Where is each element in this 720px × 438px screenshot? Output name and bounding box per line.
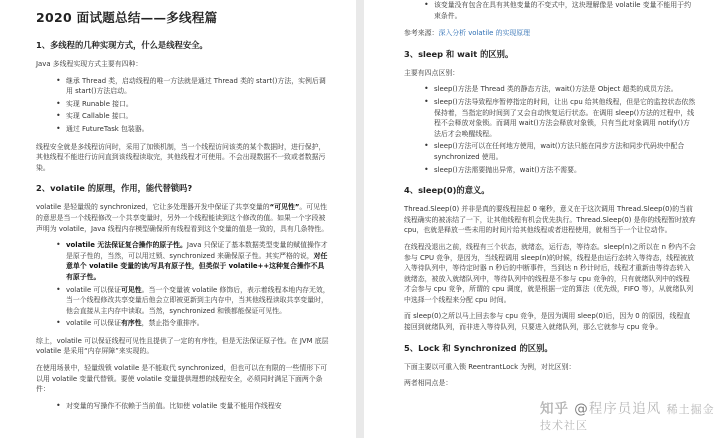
- paragraph: 线程安全就是多线程访问时，采用了加锁机制，当一个线程访问该类的某个数据时，进行保护，其他线程不能进行访问直到该线程读取完，其他线程才可使用。不会出现数据不一致或者数据污染。: [36, 142, 326, 172]
- list-item: • 通过 FutureTask 包装器。: [36, 124, 330, 135]
- bullet-list-implementations: [36, 76, 330, 135]
- list-item: • sleep()方法可以在任何地方使用，wait()方法只能在同步方法和同步代码块中配合 synchronized 使用。: [404, 141, 696, 162]
- text-span: 。当一个变量被 volatile 修饰后，表示着线程本地内存无效，当一个线程修改共享变量后他会立即被更新到主内存中，当其他线程读取共享变量时，他会直接从主内存中读取。当然，synchronized 和锁都能保证可见性。: [66, 285, 330, 315]
- text-span: volatile 可以保证: [66, 319, 121, 328]
- section-heading-1: 1、多线程的几种实现方式，什么是线程安全。: [36, 40, 208, 50]
- paragraph: 在线程没退出之前，线程有三个状态，就绪态，运行态，等待态。sleep(n)之所以在 n 秒内不会参与 CPU 竞争，是因为，当线程调用 sleep(n)的时候，线程是由运行态转入等待态，线程被放入等待队列中，等待定时器 n 秒后的中断事件，当到达 n 秒计时后，线程才重新由等待态转入就绪态，被放入就绪队列中，等待队列中的线程是不参与 cpu 竞争的，只有就绪队列中的线程才会参与 cpu 竞争，所谓的 cpu 调度，就是根据一定的算法（优先级，FIFO 等），从就绪队列中选择一个线程来分配 cpu 时间。: [404, 242, 696, 304]
- text-span: Java 只保证了基本数据类型变量的赋值操作才是原子性的，当然，可以用过锁、synchronized 来确保原子性。其实严格的说，: [66, 241, 328, 260]
- left-page: [0, 0, 356, 438]
- bold-text: 可见性: [120, 285, 142, 294]
- list-item: • 继承 Thread 类，启动线程的唯一方法就是通过 Thread 类的 start()方法，实例后调用 start()方法启动。: [36, 76, 330, 97]
- paragraph: 综上，volatile 可以保证线程可见性且提供了一定的有序性，但是无法保证原子性。在 JVM 底层 volatile 是采用“内存屏障”来实现的。: [36, 336, 329, 356]
- bullet-list-conditions-cont: [404, 0, 696, 21]
- reference-link[interactable]: 深入分析 volatile 的实现原理: [438, 29, 531, 38]
- list-item: [36, 240, 330, 282]
- list-item: • 该变量没有包含在具有其他变量的不变式中，这块理解像是 volatile 变量不能用于约束条件。: [404, 0, 696, 21]
- text-span: volatile 是轻量级的 synchronized，它让多处理器开发中保证了共享变量的: [36, 203, 270, 212]
- watermark-brand: 知乎: [540, 401, 569, 417]
- reference-line: [404, 28, 696, 39]
- list-item: • sleep()方法需要抛出异常，wait()方法不需要。: [404, 165, 696, 176]
- right-page: [364, 0, 720, 438]
- watermark-at: @: [574, 401, 589, 417]
- text-span: volatile 可以保证: [66, 285, 121, 294]
- list-item: • 实现 Callable 接口。: [36, 111, 330, 122]
- section-heading-4: 4、sleep(0)的意义。: [404, 185, 490, 196]
- list-item: • 实现 Runable 接口。: [36, 99, 330, 110]
- list-item: • 对变量的写操作不依赖于当前值。比如使 volatile 变量不能用作线程安: [36, 401, 330, 412]
- bullet-list-sleep-wait: [404, 84, 696, 175]
- bullet-list-conditions: [36, 401, 330, 412]
- watermark-author: 程序员追风: [588, 401, 662, 417]
- paragraph: 主要有四点区别：: [404, 68, 460, 77]
- paragraph: 在使用场景中，轻量级锁 volatile 是不能取代 synchronized，但也可以在有限的一些情形下可以用 volatile 变量代替锁。要使 volatile 变量提供理想的线程安全，必须同时满足下面两个条件：: [36, 364, 327, 394]
- paragraph: 下面主要以可重入锁 ReentrantLock 为例，对比区别：: [404, 362, 576, 371]
- watermark: [540, 397, 720, 433]
- watermark-site: 稀土掘金技术社区: [540, 403, 715, 432]
- bold-text: 有序性: [120, 319, 142, 328]
- section-heading-5: 5、Lock 和 Synchronized 的区别。: [404, 342, 553, 353]
- text-span: 。可见性的意思是当一个线程修改一个共享变量时，另外一个线程能读到这个修改的值。如果一个字段被声明为 volatile，Java 线程内存模型确保所有线程看到这个变量的值是一致的，具有几条特性。: [36, 203, 329, 233]
- paragraph: Java 多线程实现方式主要有四种：: [36, 60, 143, 68]
- paragraph: 两者相同点是：: [404, 379, 453, 388]
- bullet-list-volatile: [36, 240, 330, 329]
- section-heading-2: 2、volatile 的原理，作用，能代替锁吗?: [36, 183, 193, 194]
- bold-text: volatile 无法保证复合操作的原子性。: [66, 241, 187, 250]
- paragraph-volatile-intro: [36, 202, 330, 234]
- bold-text: “可见性”: [269, 203, 300, 212]
- document-title: 2020 面试题总结——多线程篇: [36, 10, 218, 25]
- reference-label: 参考来源：: [404, 29, 439, 38]
- list-item: • sleep()方法导致程序暂停指定的时间，让出 cpu 给其他线程，但是它的监控状态依然保持着，当指定的时间到了又会自动恢复运行状态。在调用 sleep()方法的过程中，线程不会释放对象锁。而调用 wait()方法会释放对象锁，只有当此对象调用 notify()方法后才会唤醒线程。: [404, 97, 696, 139]
- text-span: ，禁止指令重排序。: [141, 319, 204, 328]
- list-item: [36, 318, 330, 329]
- list-item: • sleep()方法是 Thread 类的静态方法，wait()方法是 Object 超类的成员方法。: [404, 84, 696, 95]
- list-item: [36, 285, 330, 317]
- section-heading-3: 3、sleep 和 wait 的区别。: [404, 48, 514, 59]
- paragraph: Thread.Sleep(0) 并非是真的要线程挂起 0 毫秒，意义在于这次调用 Thread.Sleep(0)的当前线程确实的被冻结了一下，让其他线程有机会优先执行。Thread.Sleep(0) 是你的线程暂时放弃 cpu，也就是释放一些未用的时间片给其他线程或者进程使用，就相当于一个让位动作。: [404, 205, 696, 235]
- paragraph: 而 sleep(0)之所以马上回去参与 cpu 竞争，是因为调用 sleep(0)后，因为 0 的原因，线程直接回到就绪队列，而非进入等待队列，只要进入就绪队列，那么它就参与 cpu 竞争。: [404, 312, 691, 332]
- bold-text: 对任意单个 volatile 变量的读/写具有原子性，但类似于 volatile++这种复合操作不具有原子性。: [66, 251, 328, 281]
